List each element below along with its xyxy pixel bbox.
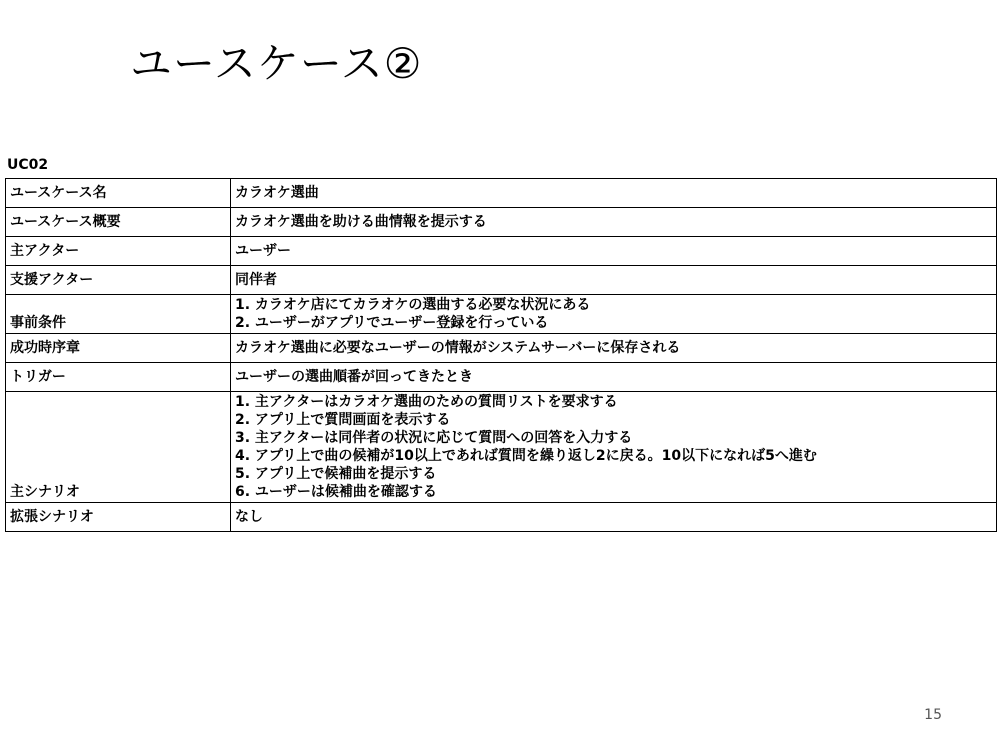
row-label: 主シナリオ	[6, 392, 231, 503]
row-value	[231, 363, 997, 392]
usecase-id: UC02	[7, 157, 49, 173]
row-label: ユースケース名	[6, 179, 231, 208]
row-main-scenario	[6, 392, 997, 503]
page-number: 15	[924, 707, 942, 723]
row-label: 支援アクター	[6, 266, 231, 295]
row-success-guarantee	[6, 334, 997, 363]
row-label: 事前条件	[6, 295, 231, 334]
row-primary-actor	[6, 237, 997, 266]
row-value	[231, 334, 997, 363]
value-line: 2. アプリ上で質問画面を表示する	[235, 412, 451, 428]
value-line: ユーザー	[235, 243, 291, 259]
row-value	[231, 179, 997, 208]
row-usecase-name	[6, 179, 997, 208]
row-value	[231, 208, 997, 237]
row-supporting-actor	[6, 266, 997, 295]
value-line: 同伴者	[235, 272, 277, 288]
row-label: 拡張シナリオ	[6, 503, 231, 532]
row-extension-scenario	[6, 503, 997, 532]
value-line: なし	[235, 509, 263, 525]
row-trigger	[6, 363, 997, 392]
row-value	[231, 392, 997, 503]
value-line: 3. 主アクターは同伴者の状況に応じて質問への回答を入力する	[235, 430, 633, 446]
row-preconditions	[6, 295, 997, 334]
value-line: 1. 主アクターはカラオケ選曲のための質問リストを要求する	[235, 394, 618, 410]
value-line: 1. カラオケ店にてカラオケの選曲する必要な状況にある	[235, 297, 591, 313]
value-line: 4. アプリ上で曲の候補が10以上であれば質問を繰り返し2に戻る。10以下になれば5へ進む	[235, 448, 817, 464]
row-label: ユースケース概要	[6, 208, 231, 237]
value-line: カラオケ選曲	[235, 185, 319, 201]
row-label: 主アクター	[6, 237, 231, 266]
row-value	[231, 237, 997, 266]
row-value	[231, 266, 997, 295]
usecase-table	[5, 178, 997, 532]
value-line: 5. アプリ上で候補曲を提示する	[235, 466, 437, 482]
row-value	[231, 295, 997, 334]
value-line: 6. ユーザーは候補曲を確認する	[235, 484, 437, 500]
row-value	[231, 503, 997, 532]
row-label: トリガー	[6, 363, 231, 392]
value-line: 2. ユーザーがアプリでユーザー登録を行っている	[235, 315, 549, 331]
value-line: ユーザーの選曲順番が回ってきたとき	[235, 369, 473, 385]
value-line: カラオケ選曲を助ける曲情報を提示する	[235, 214, 487, 230]
row-label: 成功時序章	[6, 334, 231, 363]
row-usecase-summary	[6, 208, 997, 237]
slide-title: ユースケース②	[130, 39, 423, 88]
value-line: カラオケ選曲に必要なユーザーの情報がシステムサーバーに保存される	[235, 340, 681, 356]
